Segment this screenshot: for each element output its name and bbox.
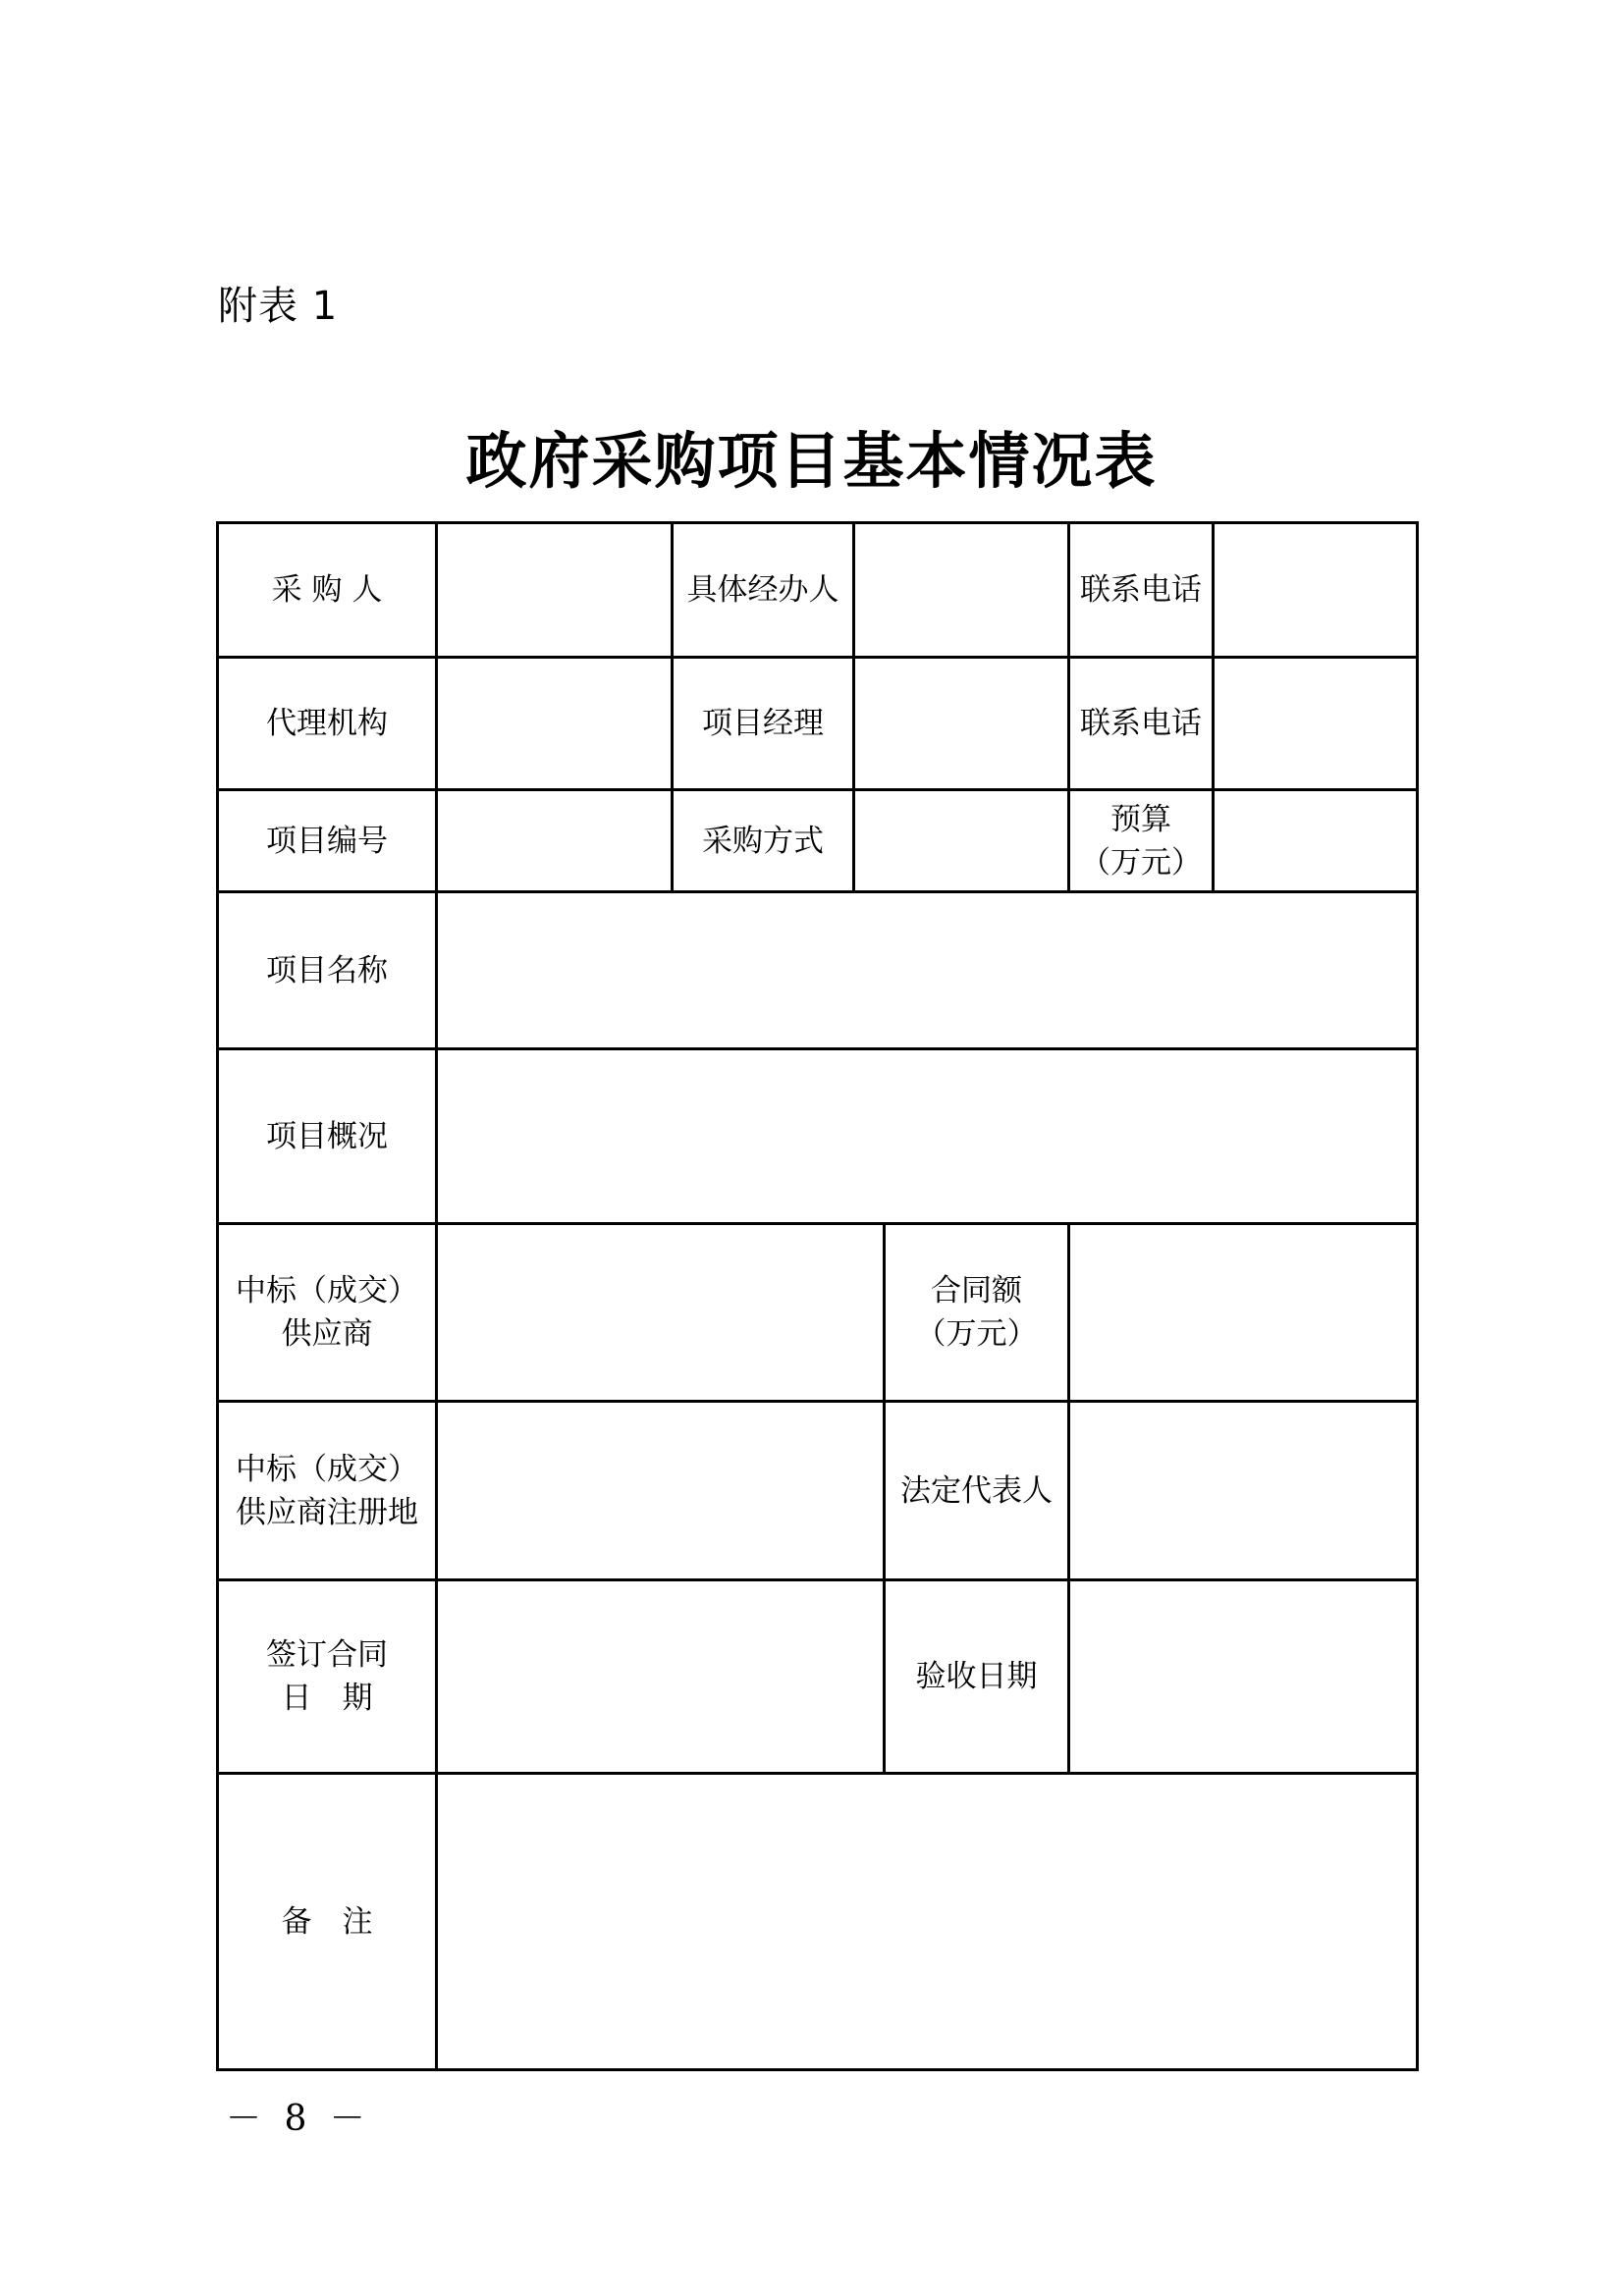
project-overview-field[interactable]: [437, 1049, 1418, 1224]
phone2-label: 联系电话: [1069, 658, 1214, 790]
phone1-field[interactable]: [1214, 523, 1418, 658]
acceptance-date-field[interactable]: [1069, 1580, 1418, 1774]
contract-amount-label-line1: 合同额: [931, 1273, 1022, 1308]
contract-amount-label: [885, 1224, 1069, 1402]
supplier-label-line2: 供应商: [281, 1316, 373, 1352]
handler-field[interactable]: [854, 523, 1069, 658]
procurement-info-table: [216, 521, 1419, 2071]
table-row: [218, 523, 1418, 658]
supplier-address-label-line1: 中标（成交）: [236, 1451, 418, 1487]
sign-date-label: [218, 1580, 437, 1774]
table-row: [218, 1774, 1418, 2070]
supplier-field[interactable]: [437, 1224, 885, 1402]
supplier-label-line1: 中标（成交）: [236, 1273, 418, 1308]
supplier-label: [218, 1224, 437, 1402]
budget-label-line1: 预算: [1110, 801, 1171, 837]
project-manager-label: 项目经理: [673, 658, 854, 790]
project-name-label: 项目名称: [218, 892, 437, 1049]
project-manager-field[interactable]: [854, 658, 1069, 790]
phone1-label: 联系电话: [1069, 523, 1214, 658]
legal-rep-field[interactable]: [1069, 1402, 1418, 1580]
table-row: [218, 790, 1418, 892]
table-row: [218, 1224, 1418, 1402]
contract-amount-field[interactable]: [1069, 1224, 1418, 1402]
budget-field[interactable]: [1214, 790, 1418, 892]
acceptance-date-label: 验收日期: [885, 1580, 1069, 1774]
project-overview-label: 项目概况: [218, 1049, 437, 1224]
project-no-field[interactable]: [437, 790, 673, 892]
sign-date-field[interactable]: [437, 1580, 885, 1774]
table-row: [218, 892, 1418, 1049]
table-row: [218, 1402, 1418, 1580]
page-number: － 8 －: [226, 2099, 371, 2139]
supplier-address-label-line2: 供应商注册地: [236, 1494, 418, 1530]
table-row: [218, 1049, 1418, 1224]
table-row: [218, 1580, 1418, 1774]
method-field[interactable]: [854, 790, 1069, 892]
purchaser-label: 采 购 人: [218, 523, 437, 658]
remarks-field[interactable]: [437, 1774, 1418, 2070]
project-no-label: 项目编号: [218, 790, 437, 892]
sign-date-label-line2: 日 期: [281, 1681, 373, 1716]
contract-amount-label-line2: （万元）: [915, 1316, 1038, 1352]
method-label: 采购方式: [673, 790, 854, 892]
form-title: 政府采购项目基本情况表: [465, 425, 1158, 497]
project-name-field[interactable]: [437, 892, 1418, 1049]
remarks-label: 备 注: [218, 1774, 437, 2070]
supplier-address-label: [218, 1402, 437, 1580]
budget-label: [1069, 790, 1214, 892]
sign-date-label-line1: 签订合同: [266, 1637, 388, 1673]
attachment-label: 附表 1: [218, 284, 339, 329]
supplier-address-field[interactable]: [437, 1402, 885, 1580]
budget-label-line2: （万元）: [1080, 844, 1202, 881]
agency-label: 代理机构: [218, 658, 437, 790]
handler-label: 具体经办人: [673, 523, 854, 658]
agency-field[interactable]: [437, 658, 673, 790]
legal-rep-label: 法定代表人: [885, 1402, 1069, 1580]
table-row: [218, 658, 1418, 790]
purchaser-field[interactable]: [437, 523, 673, 658]
phone2-field[interactable]: [1214, 658, 1418, 790]
